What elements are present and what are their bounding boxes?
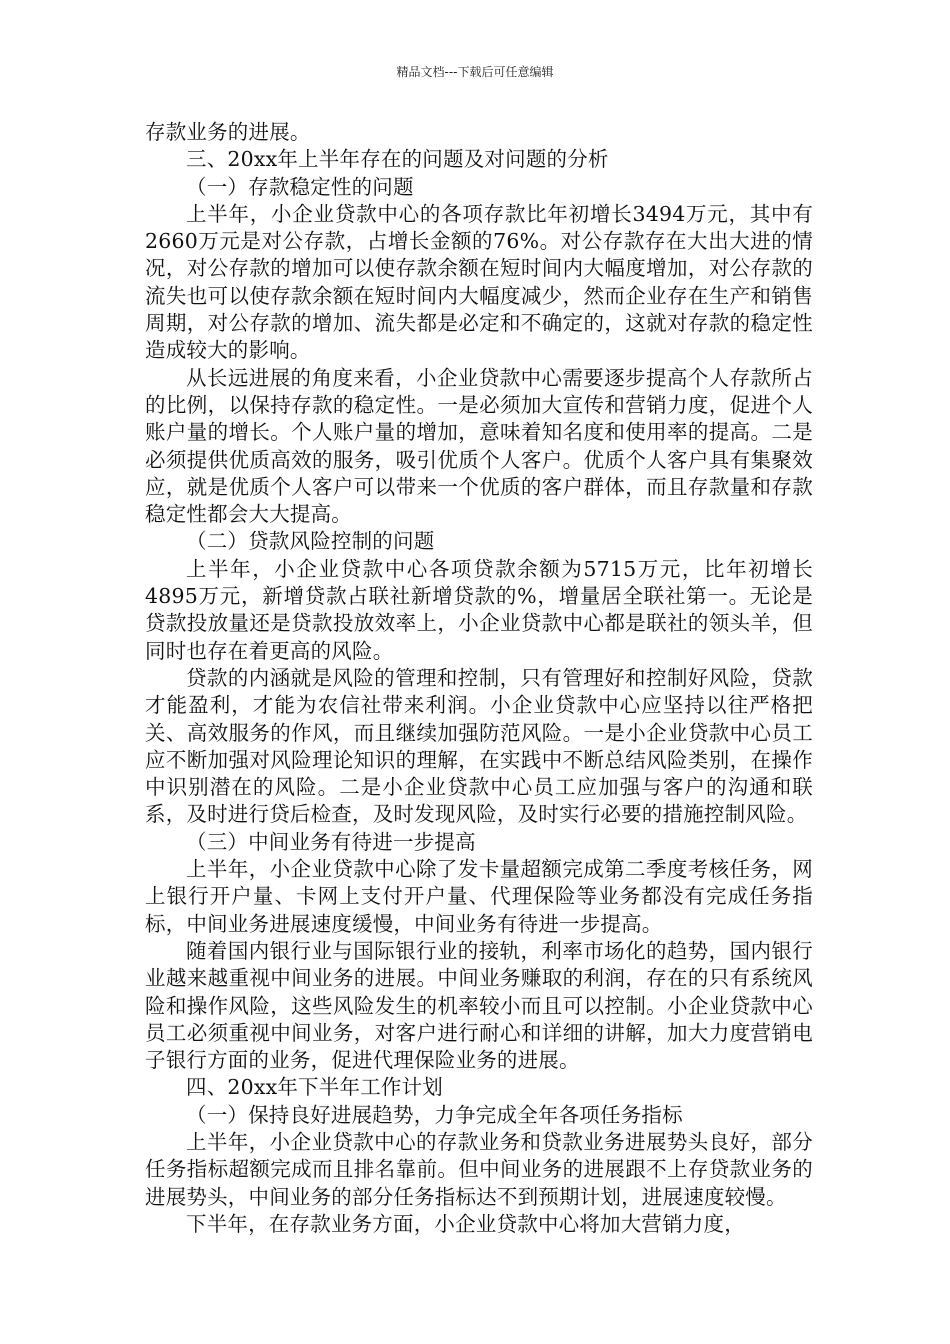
section-heading-4: 四、20xx年下半年工作计划	[186, 1075, 444, 1100]
subsection-heading-loan-risk: （二）贷款风险控制的问题	[186, 529, 435, 554]
paragraph: 上半年，小企业贷款中心除了发卡量超额完成第二季度考核任务，网上银行开户量、卡网上支付开户量、代理保险等业务都没有完成任务指标，中间业务进展速度缓慢，中间业务有待进一步提高。	[145, 857, 813, 936]
paragraph: 贷款的内涵就是风险的管理和控制，只有管理好和控制好风险，贷款才能盈利，才能为农信社带来利润。小企业贷款中心应坚持以往严格把关、高效服务的作风，而且继续加强防范风险。一是小企业贷款中心员工应不断加强对风险理论知识的理解，在实践中不断总结风险类别，在操作中识别潜在的风险。二是小企业贷款中心员工应加强与客户的沟通和联系，及时进行贷后检查，及时发现风险，及时实行必要的措施控制风险。	[145, 665, 813, 827]
paragraph: 上半年，小企业贷款中心各项贷款余额为5715万元，比年初增长4895万元，新增贷款占联社新增贷款的%，增量居全联社第一。无论是贷款投放量还是贷款投放效率上，小企业贷款中心都是联社的领头羊，但同时也存在着更高的风险。	[145, 556, 813, 663]
document-body	[145, 119, 813, 1238]
paragraph-continuation: 存款业务的进展。	[145, 120, 311, 144]
section-heading-3: 三、20xx年上半年存在的问题及对问题的分析	[186, 147, 609, 172]
paragraph: 下半年，在存款业务方面，小企业贷款中心将加大营销力度，	[186, 1211, 745, 1236]
paragraph: 上半年，小企业贷款中心的存款业务和贷款业务进展势头良好，部分任务指标超额完成而且排名靠前。但中间业务的进展跟不上存贷款业务的进展势头，中间业务的部分任务指标达不到预期计划，进展速度较慢。	[145, 1129, 813, 1209]
subsection-heading-deposit: （一）存款稳定性的问题	[186, 174, 414, 199]
paragraph: 随着国内银行业与国际银行业的接轨，利率市场化的趋势，国内银行业越来越重视中间业务的进展。中间业务赚取的利润，存在的只有系统风险和操作风险，这些风险发生的机率较小而且可以控制。小企业贷款中心员工必须重视中间业务，对客户进行耐心和详细的讲解，加大力度营销电子银行方面的业务，促进代理保险业务的进展。	[145, 938, 813, 1073]
paragraph: 上半年，小企业贷款中心的各项存款比年初增长3494万元，其中有2660万元是对公存款，占增长金额的76%。对公存款存在大出大进的情况，对公存款的增加可以使存款余额在短时间内大幅度增加，对公存款的流失也可以使存款余额在短时间内大幅度减少，然而企业存在生产和销售周期，对公存款的增加、流失都是必定和不确定的，这就对存款的稳定性造成较大的影响。	[145, 201, 813, 363]
page-header: 精品文档---下载后可任意编辑	[396, 65, 554, 79]
paragraph: 从长远进展的角度来看，小企业贷款中心需要逐步提高个人存款所占的比例，以保持存款的稳定性。一是必须加大宣传和营销力度，促进个人账户量的增长。个人账户量的增加，意味着知名度和使用率的提高。二是必须提供优质高效的服务，吸引优质个人客户。优质个人客户具有集聚效应，就是优质个人客户可以带来一个优质的客户群体，而且存款量和存款稳定性都会大大提高。	[145, 365, 813, 527]
subsection-heading-targets: （一）保持良好进展趋势，力争完成全年各项任务指标	[186, 1102, 683, 1127]
subsection-heading-intermediate: （三）中间业务有待进一步提高	[186, 829, 476, 854]
